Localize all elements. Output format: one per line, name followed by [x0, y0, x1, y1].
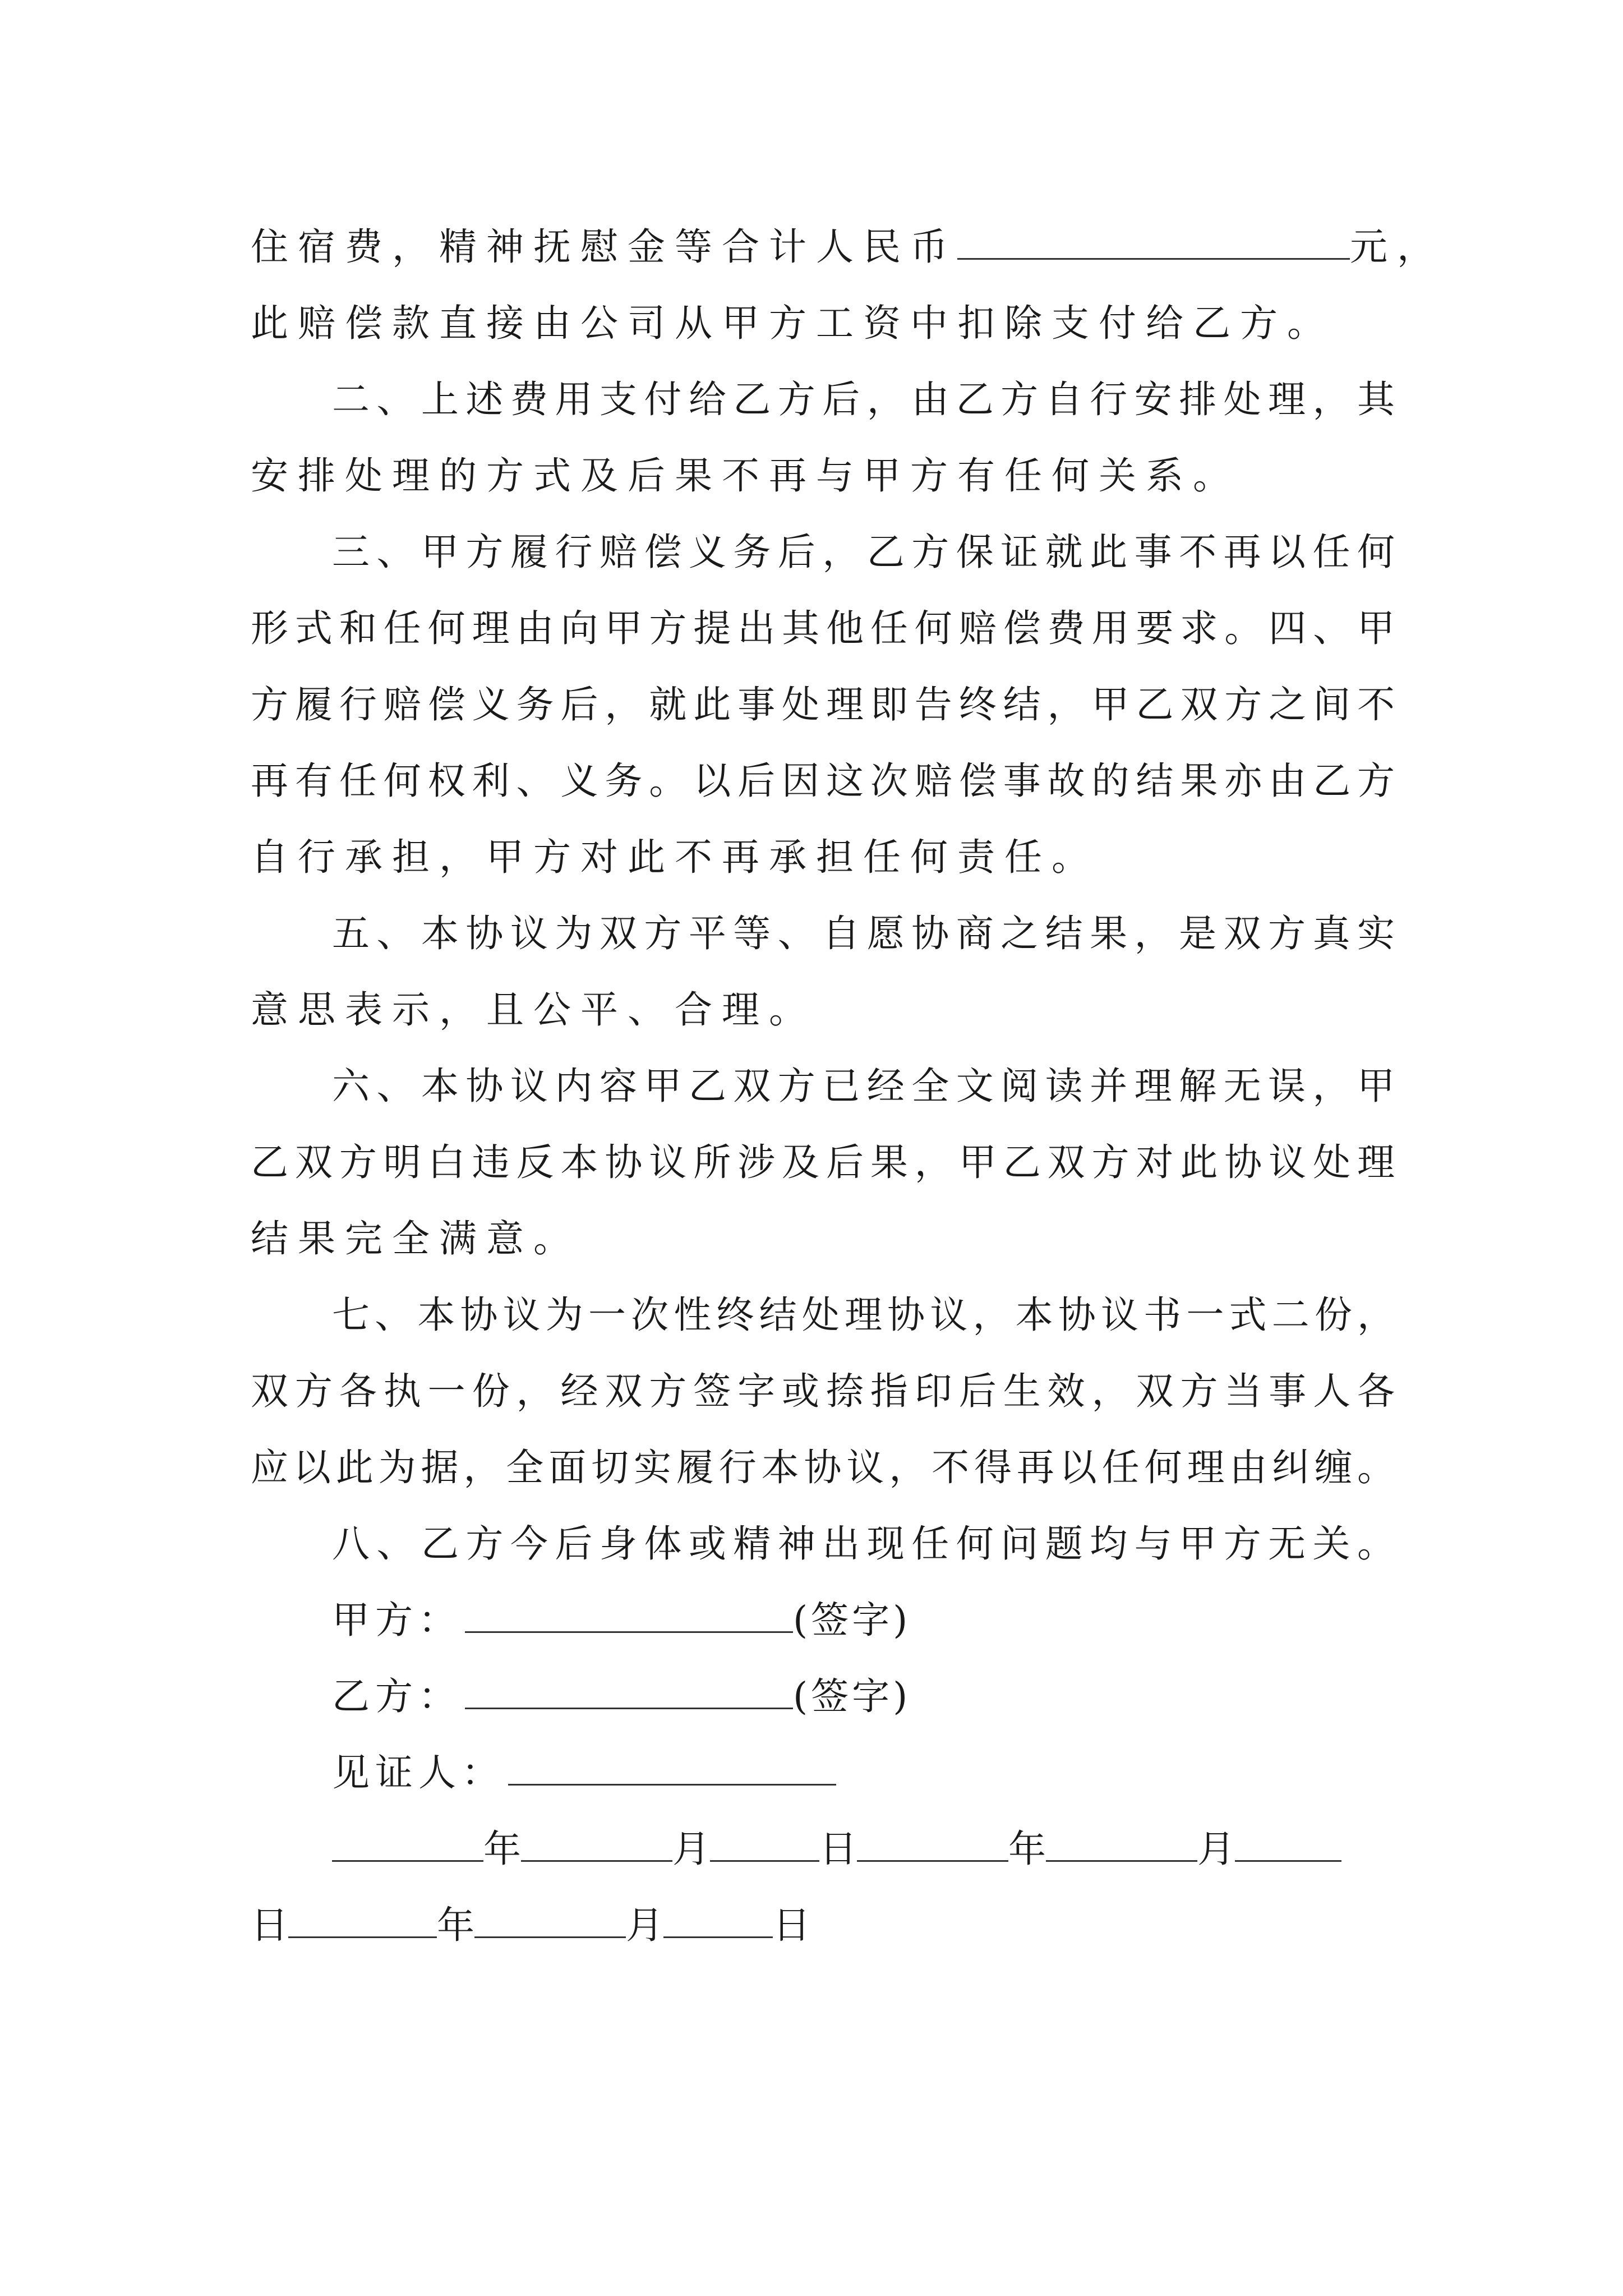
date-month-label: 月	[672, 1827, 710, 1871]
paragraph-1-line-2: 此赔偿款直接由公司从甲方工资中扣除支付给乙方。	[251, 301, 1334, 345]
paragraph-1-line-1	[251, 209, 1444, 285]
date-line-2	[251, 1887, 1395, 1963]
party-a-sign-suffix: (签字)	[793, 1598, 911, 1642]
date-month-blank	[521, 1832, 672, 1862]
date-year-blank	[288, 1908, 437, 1938]
paragraph-6-line-1: 六、本协议内容甲乙双方已经全文阅读并理解无误，甲	[332, 1064, 1395, 1108]
party-a-label: 甲方：	[332, 1598, 462, 1642]
witness-label: 见证人：	[332, 1751, 505, 1795]
date-day-blank	[1235, 1832, 1341, 1862]
date-day-label: 日	[773, 1903, 810, 1947]
paragraph-2-line-2: 安排处理的方式及后果不再与甲方有任何关系。	[251, 454, 1240, 498]
date-month-blank	[1046, 1832, 1197, 1862]
paragraph-6-line-3: 结果完全满意。	[251, 1217, 580, 1260]
amount-text-after: 元，	[1350, 225, 1444, 269]
party-b-signature-blank	[465, 1680, 793, 1709]
date-year-blank	[857, 1832, 1008, 1862]
date-day-label: 日	[251, 1903, 288, 1947]
paragraph-2-line-1: 二、上述费用支付给乙方后，由乙方自行安排处理，其	[332, 378, 1395, 421]
date-month-label: 月	[1197, 1827, 1235, 1871]
party-a-signature-blank	[465, 1603, 793, 1633]
paragraph-5-line-2: 意思表示，且公平、合理。	[251, 988, 816, 1032]
party-b-label: 乙方：	[332, 1674, 462, 1718]
date-year-label: 年	[483, 1827, 521, 1871]
paragraph-3-line-5: 自行承担，甲方对此不再承担任何责任。	[251, 835, 1099, 879]
paragraph-5-line-1: 五、本协议为双方平等、自愿协商之结果，是双方真实	[332, 912, 1395, 955]
date-day-blank	[663, 1908, 773, 1938]
paragraph-3-line-2: 形式和任何理由向甲方提出其他任何赔偿费用要求。四、甲	[251, 606, 1395, 650]
party-a-signature	[251, 1582, 1395, 1658]
date-year-blank	[332, 1832, 483, 1862]
date-day-blank	[710, 1832, 819, 1862]
date-day-label: 日	[819, 1827, 857, 1871]
paragraph-6-line-2: 乙双方明白违反本协议所涉及后果，甲乙双方对此协议处理	[251, 1140, 1395, 1184]
amount-text-before: 住宿费，精神抚慰金等合计人民币	[251, 225, 957, 269]
date-month-blank	[474, 1908, 626, 1938]
paragraph-7-line-1: 七、本协议为一次性终结处理协议，本协议书一式二份，	[332, 1293, 1395, 1337]
date-line-1	[251, 1811, 1395, 1887]
paragraph-3-line-3: 方履行赔偿义务后，就此事处理即告终结，甲乙双方之间不	[251, 683, 1395, 726]
witness-signature-blank	[508, 1756, 836, 1786]
document-page	[251, 209, 1444, 1963]
paragraph-7-line-3: 应以此为据，全面切实履行本协议，不得再以任何理由纠缠。	[251, 1446, 1395, 1489]
date-year-label: 年	[437, 1903, 474, 1947]
date-year-label: 年	[1008, 1827, 1046, 1871]
paragraph-3-line-1: 三、甲方履行赔偿义务后，乙方保证就此事不再以任何	[332, 530, 1395, 574]
party-b-sign-suffix: (签字)	[793, 1674, 911, 1718]
paragraph-7-line-2: 双方各执一份，经双方签字或捺指印后生效，双方当事人各	[251, 1369, 1395, 1413]
paragraph-3-line-4: 再有任何权利、义务。以后因这次赔偿事故的结果亦由乙方	[251, 759, 1395, 803]
paragraph-8-line-1: 八、乙方今后身体或精神出现任何问题均与甲方无关。	[332, 1522, 1395, 1566]
party-b-signature	[251, 1658, 1395, 1734]
witness-signature	[251, 1734, 1395, 1811]
amount-blank	[957, 230, 1350, 260]
date-month-label: 月	[626, 1903, 663, 1947]
